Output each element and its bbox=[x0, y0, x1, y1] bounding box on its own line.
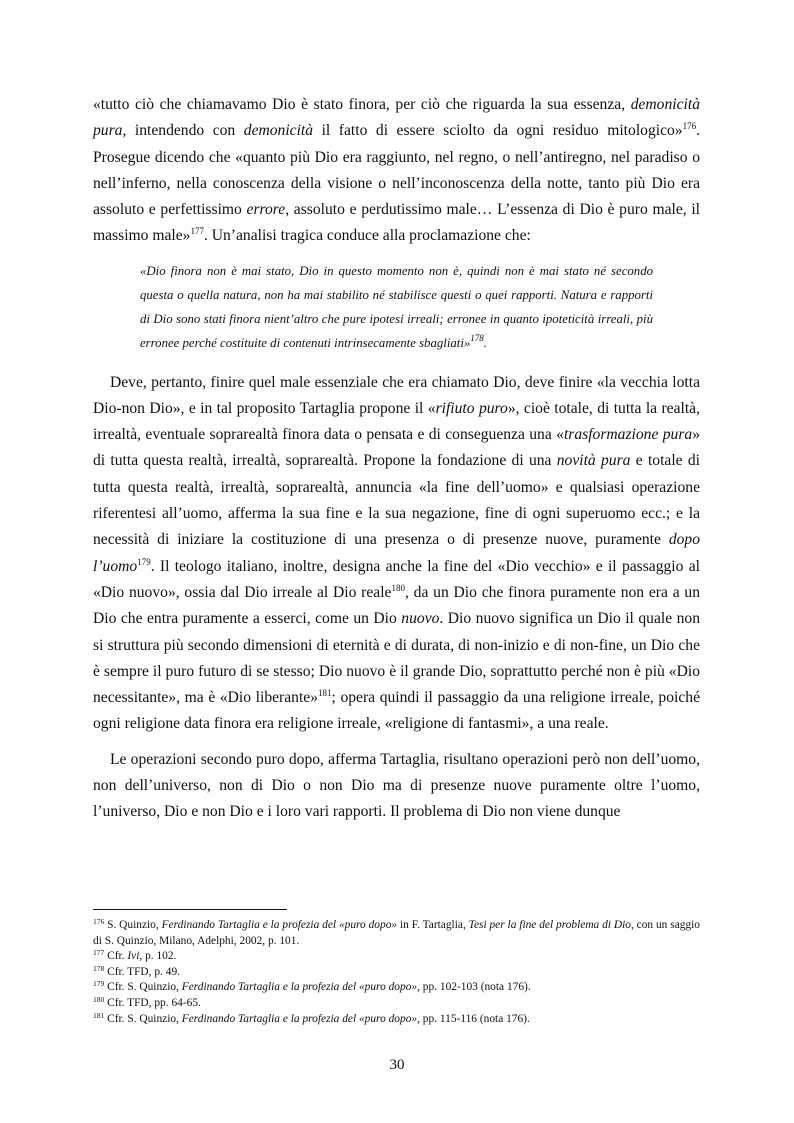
text-run: . Prosegue dicendo che «quanto più Dio era raggiunto, nel regno, o nell’antiregno, nel paradiso o nell’inferno, nella conoscenza della visione o nell’inconoscenza della notte, tanto più Dio era assoluto e perfettissimo bbox=[93, 122, 700, 219]
italic-text: demonicità bbox=[243, 122, 314, 140]
text-run: S. Quinzio, bbox=[104, 919, 162, 931]
text-run: , assoluto e perdutissimo male… L’essenza di Dio è puro male, il massimo male» bbox=[93, 201, 700, 245]
italic-text: novità pura bbox=[556, 452, 631, 470]
text-run: » di tutta questa realtà, irrealtà, soprarealtà. Propone la fondazione di una bbox=[93, 426, 700, 470]
page-body bbox=[93, 92, 700, 826]
text-run: Cfr. bbox=[104, 950, 128, 963]
footnote-176 bbox=[93, 918, 700, 949]
footnote-ref: 181 bbox=[318, 688, 332, 699]
footnote-ref: 178 bbox=[470, 333, 484, 344]
text-run: Cfr. S. Quinzio, bbox=[104, 1012, 182, 1025]
text-run: ; opera quindi il passaggio da una religione irreale, poiché ogni religione data finora era religione irreale, «religione di fantasmi», a una reale. bbox=[93, 689, 700, 733]
footnote-180 bbox=[93, 996, 700, 1012]
footnote-177 bbox=[93, 949, 700, 965]
text-run: in F. Tartaglia, bbox=[397, 919, 469, 931]
italic-text: rifiuto puro bbox=[435, 399, 508, 417]
block-quote bbox=[140, 259, 653, 356]
text-run: , intendendo con bbox=[122, 122, 244, 140]
text-run: Cfr. S. Quinzio, bbox=[104, 981, 182, 994]
footnote-ref: 179 bbox=[93, 979, 105, 989]
italic-text: Ferdinando Tartaglia e la profezia del «puro dopo» bbox=[181, 1012, 418, 1025]
text-run: . Un’analisi tragica conduce alla proclamazione che: bbox=[203, 227, 531, 245]
text-run: », cioè totale, di tutta la realtà, irrealtà, eventuale soprarealtà finora data o pensata e di conseguenza una « bbox=[93, 399, 700, 444]
text-run: Cfr. TFD, pp. 64-65. bbox=[104, 996, 201, 1009]
footnote-ref: 181 bbox=[93, 1010, 105, 1020]
paragraph-1 bbox=[93, 92, 700, 250]
footnote-ref: 178 bbox=[93, 963, 105, 973]
italic-text: Ferdinando Tartaglia e la profezia del «puro dopo» bbox=[181, 981, 418, 994]
text-run: . Il teologo italiano, inoltre, designa anche la fine del «Dio vecchio» e il passaggio al «Dio nuovo», ossia dal Dio irreale al Dio reale bbox=[93, 557, 700, 601]
text-run: «tutto ciò che chiamavamo Dio è stato finora, per ciò che riguarda la sua essenza, bbox=[93, 96, 631, 113]
text-run: , pp. 115-116 (nota 176). bbox=[417, 1012, 530, 1025]
text-run: . Dio nuovo significa un Dio il quale non si struttura più secondo dimensioni di eternità e di durata, di non-inizio e di non-fine, un Dio che è sempre il puro futuro di se stesso; Dio nuovo è il grande Dio, soprattutto perché non è più «Dio necessitante», ma è «Dio liberante» bbox=[93, 610, 700, 707]
italic-text: Ivi bbox=[127, 950, 140, 963]
footnotes bbox=[93, 918, 700, 1027]
italic-text: errore bbox=[246, 201, 286, 219]
italic-text: Tesi per la fine del problema di Dio bbox=[468, 919, 631, 931]
footnote-179 bbox=[93, 980, 700, 996]
footnote-separator bbox=[93, 909, 287, 910]
italic-text: trasformazione pura bbox=[563, 426, 693, 444]
italic-text: Ferdinando Tartaglia e la profezia del «puro dopo» bbox=[161, 919, 398, 931]
text-run: Cfr. TFD, p. 49. bbox=[104, 965, 180, 978]
paragraph-3 bbox=[93, 747, 700, 826]
text-run: . bbox=[483, 336, 487, 351]
paragraph-2 bbox=[93, 370, 700, 738]
footnote-ref: 179 bbox=[137, 556, 151, 567]
footnote-ref: 176 bbox=[93, 917, 105, 926]
footnote-178 bbox=[93, 965, 700, 981]
footnote-ref: 180 bbox=[391, 582, 405, 593]
footnote-ref: 177 bbox=[190, 226, 204, 237]
text-run: , da un Dio che finora puramente non era a un Dio che entra puramente a esserci, come un Dio bbox=[93, 583, 700, 628]
footnote-ref: 176 bbox=[682, 121, 697, 132]
text-run: Le operazioni secondo puro dopo, afferma Tartaglia, risultano operazioni però non dell’uomo, non dell’universo, non di Dio o non Dio ma di presenze nuove puramente oltre l’uomo, l’universo, Dio e non Dio e i loro vari rapporti. Il problema di Dio non viene dunque bbox=[93, 750, 700, 821]
text-run: il fatto di essere sciolto da ogni residuo mitologico» bbox=[313, 122, 683, 140]
text-run: Deve, pertanto, finire quel male essenziale che era chiamato Dio, deve finire «la vecchia lotta Dio-non Dio», e in tal proposito Tartaglia propone il « bbox=[93, 373, 700, 417]
text-run: , con un saggio di S. Quinzio, Milano, Adelphi, 2002, p. 101. bbox=[93, 919, 700, 947]
italic-text: dopo l’uomo bbox=[93, 531, 700, 575]
text-run: «Dio finora non è mai stato, Dio in questo momento non è, quindi non è mai stato né secondo questa o quella natura, non ha mai stabilito né stabilisce questi o quei rapporti. Natura e rapporti di Dio sono stati finora nient’altro che pure ipotesi irreali; erronee in quanto ipoteticità irreali, più erronee perché costituite di contenuti intrinsecamente sbagliati» bbox=[140, 263, 653, 351]
page-number: 30 bbox=[389, 1057, 405, 1073]
italic-text: demonicità pura bbox=[93, 96, 700, 140]
footnote-181 bbox=[93, 1012, 700, 1028]
text-run: , p. 102. bbox=[139, 950, 177, 963]
text-run: , pp. 102-103 (nota 176). bbox=[417, 981, 531, 994]
italic-text: nuovo bbox=[401, 610, 440, 628]
footnote-ref: 180 bbox=[93, 994, 105, 1004]
footnote-ref: 177 bbox=[93, 948, 105, 958]
text-run: e totale di tutta questa realtà, irrealtà, soprarealtà, annuncia «la fine dell’uomo» e qualsiasi operazione riferentesi all’uomo, afferma la sua fine e la sua negazione, fine di ogni superuomo ecc.; e la necessità di iniziare la costituzione di una presenza o di presenze nuove, puramente bbox=[93, 452, 700, 549]
